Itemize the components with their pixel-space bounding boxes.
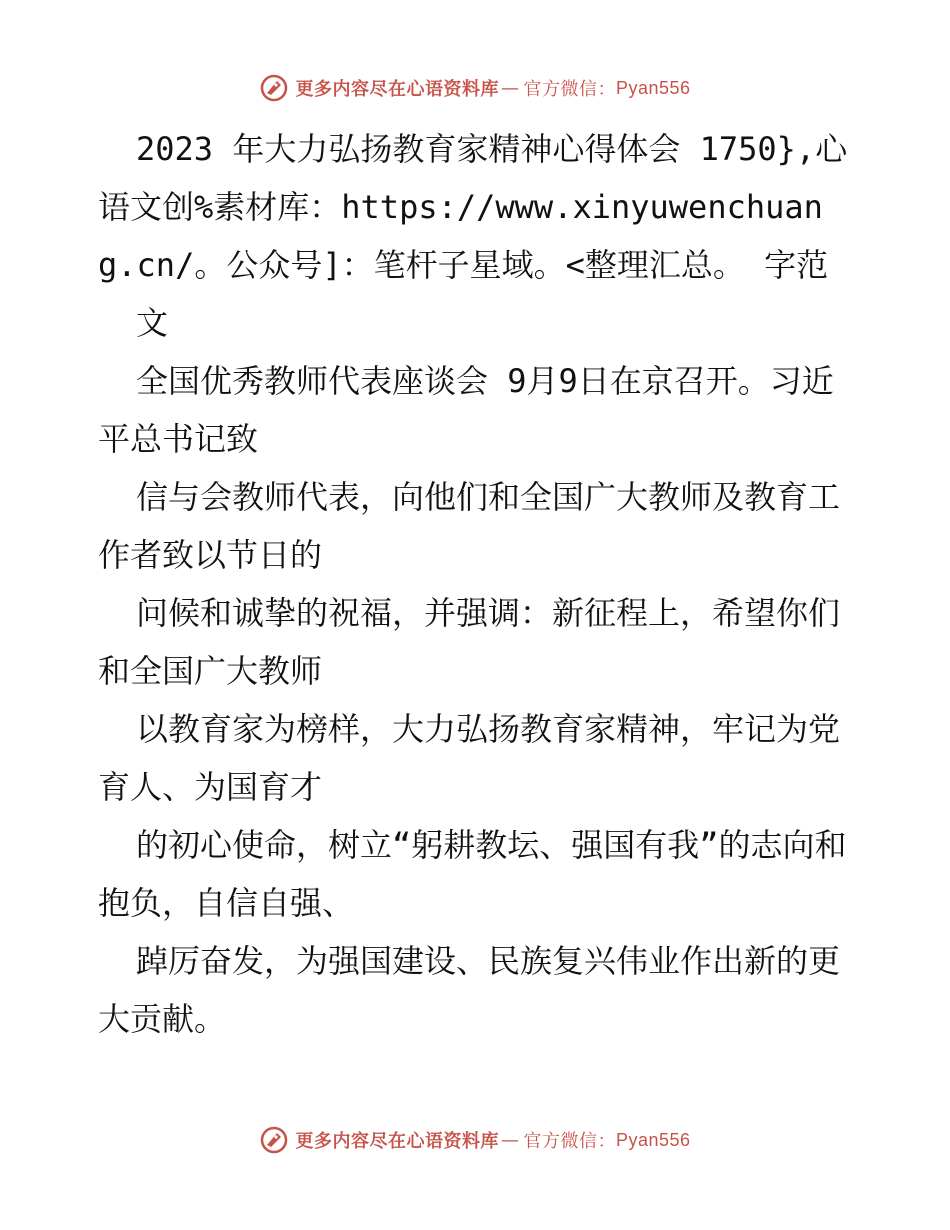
watermark-dash: — xyxy=(500,1129,520,1151)
document-body xyxy=(98,120,858,1048)
paragraph-title: 2023 年大力弘扬教育家精神心得体会 1750},心语文创%素材库：https://www.xinyuwenchuang.cn/。公众号]：笔杆子星域。<整理汇总。 字范 xyxy=(98,130,848,284)
pen-nib-logo-icon xyxy=(259,1125,289,1155)
watermark-main-text: 更多内容尽在心语资料库 xyxy=(295,1131,499,1152)
pen-nib-logo-icon xyxy=(259,73,289,103)
watermark-wechat-label: 官方微信： xyxy=(523,79,616,100)
paragraph: 问候和诚挚的祝福，并强调：新征程上，希望你们和全国广大教师 xyxy=(98,594,841,690)
paragraph: 踔厉奋发，为强国建设、民族复兴伟业作出新的更大贡献。 xyxy=(98,942,841,1038)
watermark-banner-bottom xyxy=(0,1120,950,1160)
paragraph: 信与会教师代表，向他们和全国广大教师及教育工作者致以节日的 xyxy=(98,478,841,574)
watermark-wechat-id: Pyan556 xyxy=(615,77,691,98)
paragraph-title-tail: 文 xyxy=(136,304,169,342)
watermark-main-text: 更多内容尽在心语资料库 xyxy=(295,79,499,100)
watermark-wechat-id: Pyan556 xyxy=(615,1129,691,1150)
watermark-banner-top xyxy=(0,68,950,108)
watermark-dash: — xyxy=(500,77,520,99)
paragraph: 以教育家为榜样，大力弘扬教育家精神，牢记为党育人、为国育才 xyxy=(98,710,841,806)
watermark-wechat-label: 官方微信： xyxy=(523,1131,616,1152)
paragraph: 全国优秀教师代表座谈会 9月9日在京召开。习近平总书记致 xyxy=(98,362,834,458)
paragraph: 的初心使命，树立“躬耕教坛、强国有我”的志向和抱负，自信自强、 xyxy=(98,826,847,922)
